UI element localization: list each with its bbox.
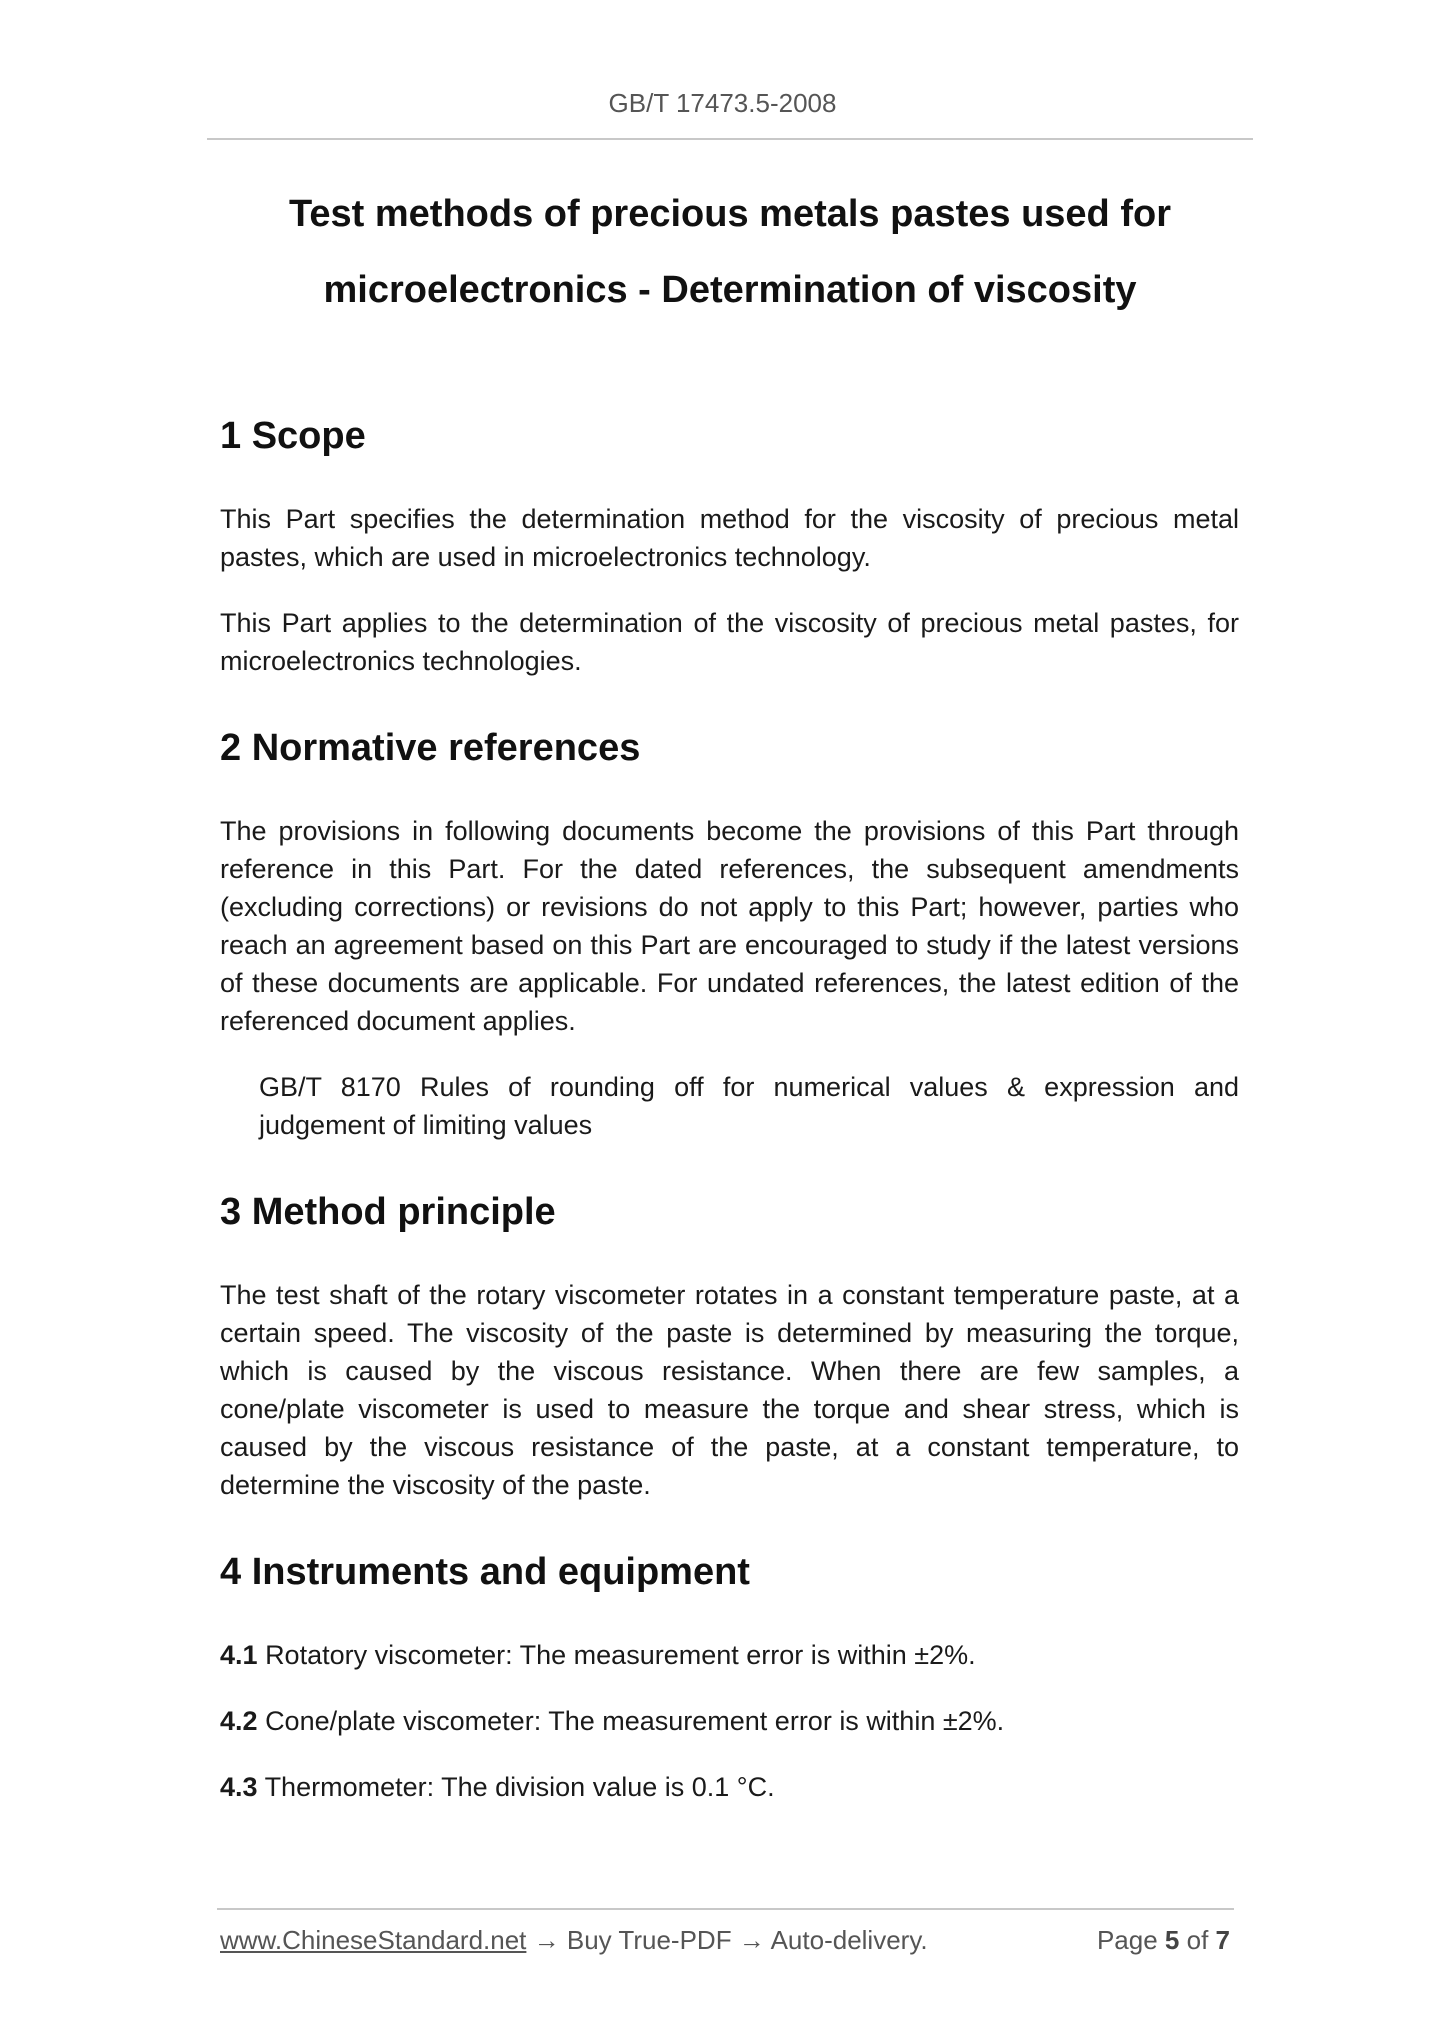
section-heading-normative-references: 2 Normative references bbox=[220, 727, 641, 769]
page-total: 7 bbox=[1215, 1925, 1230, 1955]
title-line-1: Test methods of precious metals pastes used for bbox=[289, 193, 1171, 235]
normative-references-paragraph: The provisions in following documents become the provisions of this Part through reference in this Part. For the dated references, the subsequent amendments (excluding corrections) or revisions do not apply to this Part; however, parties who reach an agreement based on this Part are encouraged to study if the latest versions of these documents are applicable. For undated references, the latest edition of the referenced document applies. bbox=[220, 816, 1239, 1036]
footer-promo-text: → Buy True-PDF → Auto-delivery. bbox=[533, 1925, 928, 1955]
reference-item-gbt-8170: GB/T 8170 Rules of rounding off for numerical values & expression and judgement of limiting values bbox=[259, 1072, 1239, 1140]
instrument-item bbox=[220, 1702, 1239, 1740]
instrument-item-number: 4.2 bbox=[220, 1706, 258, 1736]
instrument-item-number: 4.1 bbox=[220, 1640, 258, 1670]
footer-divider bbox=[217, 1908, 1234, 1910]
page-footer bbox=[220, 1925, 1230, 1956]
page-current: 5 bbox=[1164, 1925, 1180, 1955]
method-principle-paragraph: The test shaft of the rotary viscometer rotates in a constant temperature paste, at a certain speed. The viscosity of the paste is determined by measuring the torque, which is caused by the viscous resistance. When there are few samples, a cone/plate viscometer is used to measure the torque and shear stress, which is caused by the viscous resistance of the paste, at a constant temperature, to determine the viscosity of the paste. bbox=[220, 1280, 1239, 1500]
instrument-item-text: Cone/plate viscometer: The measurement error is within ±2%. bbox=[265, 1706, 1005, 1736]
instrument-item-text: Rotatory viscometer: The measurement error is within ±2%. bbox=[265, 1640, 976, 1670]
scope-paragraph-1: This Part specifies the determination method for the viscosity of precious metal pastes, which are used in microelectronics technology. bbox=[220, 504, 1239, 572]
header-divider bbox=[207, 138, 1253, 140]
title-line-2: microelectronics - Determination of viscosity bbox=[323, 269, 1137, 311]
page-indicator bbox=[1097, 1925, 1230, 1956]
instrument-item-text: Thermometer: The division value is 0.1 °C. bbox=[264, 1772, 775, 1802]
section-heading-method-principle: 3 Method principle bbox=[220, 1191, 556, 1233]
scope-paragraph-2: This Part applies to the determination of the viscosity of precious metal pastes, for microelectronics technologies. bbox=[220, 608, 1239, 676]
header-standard-code: GB/T 17473.5-2008 bbox=[608, 88, 837, 118]
instrument-item-number: 4.3 bbox=[220, 1772, 258, 1802]
document-body bbox=[220, 408, 1239, 1806]
section-heading-instruments: 4 Instruments and equipment bbox=[220, 1551, 750, 1593]
page-label: Page bbox=[1096, 1925, 1158, 1955]
page-of-label: of bbox=[1186, 1925, 1209, 1955]
section-heading-scope: 1 Scope bbox=[220, 415, 366, 457]
instrument-item bbox=[220, 1768, 1239, 1806]
instrument-item bbox=[220, 1636, 1239, 1674]
website-link[interactable]: www.ChineseStandard.net bbox=[220, 1925, 527, 1955]
document-title bbox=[220, 176, 1240, 328]
